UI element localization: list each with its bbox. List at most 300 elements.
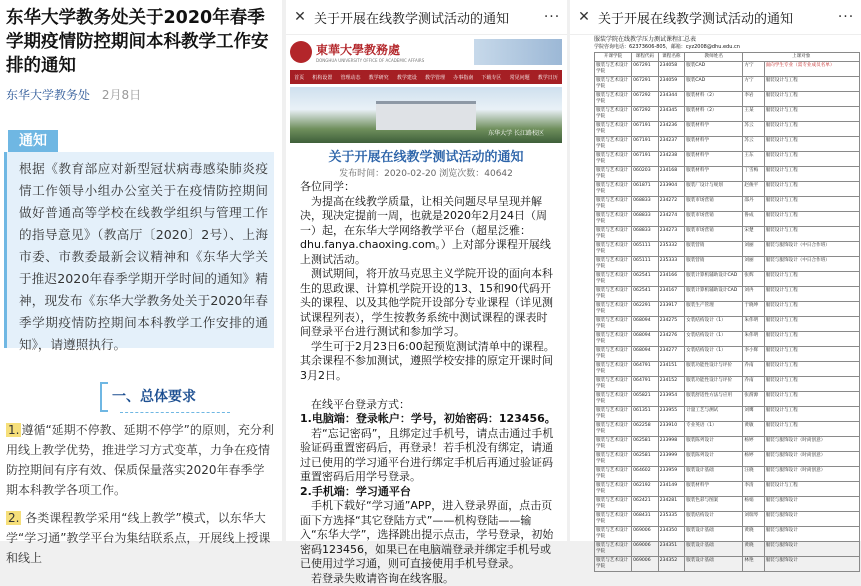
table-row	[595, 287, 860, 302]
nav-item[interactable]: 下载专区	[481, 74, 501, 81]
table-cell: 服装设计与工程	[764, 77, 859, 92]
table-cell: 女装结构设计（1）	[685, 347, 743, 362]
table-cell: 服装与艺术设计学院	[595, 482, 632, 497]
table-cell: 服装设计与工程	[764, 377, 859, 392]
table-cell: 服装设计与工程	[764, 317, 859, 332]
table-cell: 李清	[743, 482, 764, 497]
table-cell: 069006	[632, 542, 659, 557]
table-cell: 服装与服饰设计（时尚创意）	[764, 467, 859, 482]
table-cell: 062421	[632, 497, 659, 512]
table-cell: 069006	[632, 527, 659, 542]
table-cell: 朱伟明	[743, 332, 764, 347]
top-bar-title: 关于开展在线教学测试活动的通知	[314, 8, 537, 27]
table-cell: 服装与艺术设计学院	[595, 557, 632, 572]
table-cell: 汪晓	[743, 467, 764, 482]
table-cell: 服装与艺术设计学院	[595, 512, 632, 527]
table-cell: 233910	[658, 422, 685, 437]
table-cell: 服装与艺术设计学院	[595, 407, 632, 422]
table-cell: 邵丹	[743, 197, 764, 212]
table-cell: 061871	[632, 182, 659, 197]
notice-tab: 通知	[8, 130, 58, 152]
table-cell: 067291	[632, 62, 659, 77]
table-cell: 234273	[658, 227, 685, 242]
table-cell: 233917	[658, 302, 685, 317]
table-row	[595, 92, 860, 107]
table-cell: 服装与艺术设计学院	[595, 257, 632, 272]
table-cell: 服装与服饰设计（中日合作班）	[764, 242, 859, 257]
table-row	[595, 302, 860, 317]
section-heading: 一、总体要求	[100, 382, 196, 412]
article-panel-3	[570, 0, 861, 541]
table-cell: 062258	[632, 422, 659, 437]
table-row	[595, 527, 860, 542]
table-cell: 王某	[743, 107, 764, 122]
table-cell: 服装材料（2）	[685, 107, 743, 122]
table-cell: 黄晓	[743, 527, 764, 542]
table-cell: 068094	[632, 347, 659, 362]
table-cell: 服装与艺术设计学院	[595, 302, 632, 317]
table-cell: 235333	[658, 257, 685, 272]
body-paragraph: 各位同学：	[300, 180, 556, 195]
table-cell: 服装与艺术设计学院	[595, 497, 632, 512]
table-cell: 233959	[658, 467, 685, 482]
table-cell: 服装材料学	[685, 152, 743, 167]
table-cell: 服装与艺术设计学院	[595, 392, 632, 407]
table-cell: 苏云	[743, 137, 764, 152]
table-cell: 235332	[658, 242, 685, 257]
table-cell: 服装CAD	[685, 62, 743, 77]
table-cell: 宋楚	[743, 227, 764, 242]
table-cell: 黄晓	[743, 542, 764, 557]
table-cell: 专业英语（1）	[685, 422, 743, 437]
table-cell: 林艳	[743, 557, 764, 572]
table-cell: 233955	[658, 407, 685, 422]
table-cell: 王东	[743, 152, 764, 167]
nav-item[interactable]: 教学管理	[425, 74, 445, 81]
table-cell: 方宁	[743, 62, 764, 77]
more-icon[interactable]: ···	[831, 9, 861, 25]
table-cell: 朱伟明	[743, 317, 764, 332]
table-row	[595, 107, 860, 122]
table-cell: 234151	[658, 362, 685, 377]
table-cell: 服装材料学	[685, 167, 743, 182]
table-cell: 丁雪梅	[743, 167, 764, 182]
header-photo	[474, 39, 562, 65]
table-cell: 服装设计与工程	[764, 302, 859, 317]
table-cell: 234274	[658, 212, 685, 227]
university-seal-icon	[290, 41, 312, 63]
body-paragraph: 若登录失败请咨询在线客服。	[300, 572, 556, 586]
table-cell: 服装设计与工程	[764, 287, 859, 302]
sheet-title: 服装学院在线教学压力测试课程汇总表	[594, 34, 860, 43]
table-cell: 服装CAD	[685, 77, 743, 92]
table-cell: 服装与艺术设计学院	[595, 92, 632, 107]
table-cell: 233904	[658, 182, 685, 197]
table-cell: 235335	[658, 512, 685, 527]
table-cell: 234281	[658, 497, 685, 512]
table-row	[595, 212, 860, 227]
table-cell: 服装设计与工程	[764, 167, 859, 182]
table-cell: 067291	[632, 77, 659, 92]
nav-item[interactable]: 常见问题	[510, 74, 530, 81]
table-cell: 068431	[632, 512, 659, 527]
table-cell: 068833	[632, 212, 659, 227]
table-cell: 服装与艺术设计学院	[595, 347, 632, 362]
table-cell: 234166	[658, 272, 685, 287]
table-cell: 服装计算机辅助设计CAD	[685, 272, 743, 287]
table-cell: 女装结构设计（1）	[685, 332, 743, 347]
article-meta	[6, 86, 141, 103]
table-row	[595, 242, 860, 257]
banner-caption: 东华大学 长江路校区	[488, 128, 544, 137]
table-cell: 234276	[658, 332, 685, 347]
table-cell: 服装陈列设计	[685, 437, 743, 452]
table-cell: 服装材料学	[685, 482, 743, 497]
table-row	[595, 272, 860, 287]
table-cell: 杨娟	[743, 497, 764, 512]
table-header-cell: 教师姓名	[685, 53, 743, 62]
university-header	[290, 38, 562, 66]
course-sheet	[594, 34, 860, 572]
table-cell: 乔南	[743, 362, 764, 377]
table-cell: 服装材料（2）	[685, 92, 743, 107]
table-header-cell: 课程名称	[658, 53, 685, 62]
table-cell: 服装陈列设计	[685, 452, 743, 467]
table-cell: 234058	[658, 62, 685, 77]
table-row	[595, 347, 860, 362]
table-cell: 234345	[658, 107, 685, 122]
table-cell: 服装设计与工程	[764, 212, 859, 227]
table-row	[595, 362, 860, 377]
table-cell: 065111	[632, 242, 659, 257]
table-row	[595, 77, 860, 92]
table-header-cell: 上课对象	[743, 53, 860, 62]
table-header-row	[595, 53, 860, 62]
table-cell: 苏云	[743, 122, 764, 137]
top-bar-title: 关于开展在线教学测试活动的通知	[598, 8, 831, 27]
sheet-contact: 学院咨询电话：62373606-805，邮箱：cyz2008@dhu.edu.cn	[594, 43, 860, 50]
article-panel-1	[0, 0, 282, 541]
table-cell: 服装与艺术设计学院	[595, 317, 632, 332]
table-row	[595, 317, 860, 332]
table-cell: 服装与艺术设计学院	[595, 77, 632, 92]
building-shape	[376, 101, 476, 130]
table-cell: 服装与艺术设计学院	[595, 212, 632, 227]
table-cell: 服装设计与工程	[764, 392, 859, 407]
body-paragraph: 手机下载好“学习通”APP，进入登录界面，点击页面下方选择“其它登陆方式”——机构登陆——输入“东华大学”，选择跳出提示点击，学号登录，初始密码123456，如果已在电脑端登录并绑定手机号或已使用过学习通，则可直接使用手机号登录。	[300, 499, 556, 572]
table-cell: 刘鹰	[743, 407, 764, 422]
table-cell: 刘冉	[743, 287, 764, 302]
table-cell: 服装与服饰设计	[764, 542, 859, 557]
table-cell: 服装市场营销	[685, 227, 743, 242]
table-cell: 062291	[632, 302, 659, 317]
table-cell: 服装与艺术设计学院	[595, 332, 632, 347]
table-cell: 面向学生专业（需专业成员名单）	[764, 62, 859, 77]
table-cell: 黄敏	[743, 422, 764, 437]
body-paragraph: 2.手机端：学习通平台	[300, 485, 556, 500]
table-cell: 064602	[632, 467, 659, 482]
table-row	[595, 197, 860, 212]
table-cell: 服装营销	[685, 257, 743, 272]
body-paragraph: 在线平台登录方式：	[300, 398, 556, 413]
body-paragraph: 为提高在线教学质量，让相关问题尽早呈现并解决，现决定提前一周，也就是2020年2月24日（周一）起，在东华大学网络教学平台（超星泛雅：dhu.fanya.chaoxing.com。）上对部分课程开展线上测试活动。	[300, 195, 556, 268]
table-cell: 服装市场营销	[685, 212, 743, 227]
table-cell: 060203	[632, 167, 659, 182]
table-cell: 服装与服饰设计	[764, 512, 859, 527]
nav-item[interactable]: 办事指南	[453, 74, 473, 81]
table-row	[595, 377, 860, 392]
table-cell: 234152	[658, 377, 685, 392]
course-table	[594, 52, 860, 572]
table-cell: 服装与艺术设计学院	[595, 242, 632, 257]
table-cell: 服装设计与工程	[764, 122, 859, 137]
table-row	[595, 497, 860, 512]
table-cell: 于晓坤	[743, 302, 764, 317]
table-cell: 234237	[658, 137, 685, 152]
table-cell: 服装与服饰设计（中日合作班）	[764, 257, 859, 272]
table-cell: 服装与艺术设计学院	[595, 287, 632, 302]
table-cell: 服装设计与工程	[764, 107, 859, 122]
list-item: 1. 遵循“延期不停教、延期不停学”的原则，充分利用线上教学优势，推进学习方式变革，力争在疫情防控期间有序有效、保质保量落实2020年春季学期本科教学各项工作。	[6, 420, 276, 500]
nav-item[interactable]: 管理动态	[340, 74, 360, 81]
article-body	[6, 420, 276, 568]
table-row	[595, 182, 860, 197]
table-cell: 服装设计与工程	[764, 422, 859, 437]
table-row	[595, 137, 860, 152]
table-cell: 068833	[632, 227, 659, 242]
table-row	[595, 407, 860, 422]
table-cell: 069006	[632, 557, 659, 572]
close-icon[interactable]: ✕	[286, 9, 314, 25]
table-cell: 刘丽	[743, 257, 764, 272]
table-cell: 服装设计与工程	[764, 92, 859, 107]
notice-box: 根据《教育部应对新型冠状病毒感染肺炎疫情工作领导小组办公室关于在疫情防控期间做好普通高等学校在线教学组织与管理工作的指导意见》（教高厅〔2020〕2号）、上海市委、市教委最新会议精神和《东华大学关于推迟2020年春季学期开学时间的通知》精神，现发布《东华大学教务处关于2020年春季学期疫情防控期间本科教学工作安排的通知》，请遵照执行。	[4, 152, 274, 348]
table-cell: 服装与艺术设计学院	[595, 137, 632, 152]
list-item: 2. 各类课程教学采用“线上教学”模式，以东华大学“学习通”教学平台为集结联系点，开展线上授课和线上	[6, 508, 276, 568]
table-cell: 068094	[632, 332, 659, 347]
table-row	[595, 467, 860, 482]
body-paragraph: 学生可于2月23日6:00起预览测试清单中的课程。其余课程不参加测试，遵照学校安排的原定开课时间3月2日。	[300, 340, 556, 384]
article-panel-2	[286, 0, 567, 541]
table-cell: 服装市场营销	[685, 197, 743, 212]
article-source-link[interactable]: 东华大学教务处	[6, 88, 90, 102]
table-cell: 服装与服饰设计	[764, 527, 859, 542]
table-cell: 服装厂设计与规划	[685, 182, 743, 197]
table-cell: 服装与艺术设计学院	[595, 122, 632, 137]
table-cell: 服装设计与工程	[764, 152, 859, 167]
table-cell: 234149	[658, 482, 685, 497]
table-cell: 鲁成	[743, 212, 764, 227]
table-cell: 服装与服饰设计（时尚创意）	[764, 437, 859, 452]
table-cell: 234167	[658, 287, 685, 302]
table-cell: 067191	[632, 137, 659, 152]
table-cell: 服装设计与工程	[764, 482, 859, 497]
table-cell: 233998	[658, 437, 685, 452]
table-cell: 女装结构设计（1）	[685, 317, 743, 332]
table-cell: 服装与艺术设计学院	[595, 527, 632, 542]
table-cell: 062581	[632, 437, 659, 452]
table-cell: 服装与艺术设计学院	[595, 197, 632, 212]
table-cell: 方宁	[743, 77, 764, 92]
table-cell: 张辉	[743, 272, 764, 287]
table-cell: 服装与服饰设计（时尚创意）	[764, 452, 859, 467]
table-row	[595, 437, 860, 452]
table-row	[595, 557, 860, 572]
university-name: 東華大學教務處	[316, 41, 424, 58]
close-icon[interactable]: ✕	[570, 9, 598, 25]
table-cell: 服装计算机辅助设计CAD	[685, 287, 743, 302]
table-cell: 234351	[658, 542, 685, 557]
table-cell: 234344	[658, 92, 685, 107]
table-cell: 服装与艺术设计学院	[595, 542, 632, 557]
table-cell: 服装设计与工程	[764, 347, 859, 362]
table-cell: 杨婷	[743, 437, 764, 452]
table-cell: 服装与艺术设计学院	[595, 182, 632, 197]
table-cell: 服装舒适性方法与应用	[685, 392, 743, 407]
table-cell: 刘丽	[743, 242, 764, 257]
post-meta: 发布时间：2020-02-20 浏览次数：40642	[290, 166, 562, 179]
nav-item[interactable]: 首页	[294, 74, 304, 81]
table-cell: 服装与艺术设计学院	[595, 377, 632, 392]
table-cell: 062541	[632, 272, 659, 287]
table-cell: 067292	[632, 92, 659, 107]
table-cell: 服装材料学	[685, 122, 743, 137]
site-nav	[290, 70, 562, 84]
table-row	[595, 62, 860, 77]
table-row	[595, 227, 860, 242]
table-row	[595, 542, 860, 557]
table-row	[595, 512, 860, 527]
table-row	[595, 167, 860, 182]
table-cell: 233999	[658, 452, 685, 467]
nav-item[interactable]: 教学建设	[397, 74, 417, 81]
table-row	[595, 452, 860, 467]
table-cell: 计量工艺与测试	[685, 407, 743, 422]
table-cell: 服装设计与工程	[764, 182, 859, 197]
table-cell: 服装设计与工程	[764, 137, 859, 152]
table-cell: 234059	[658, 77, 685, 92]
table-cell: 065821	[632, 392, 659, 407]
table-row	[595, 392, 860, 407]
university-subtitle: DONGHUA UNIVERSITY OFFICE OF ACADEMIC AFFAIRS	[316, 58, 424, 63]
table-cell: 赵俊平	[743, 182, 764, 197]
table-cell: 服装结构设计	[685, 512, 743, 527]
top-bar	[286, 0, 567, 35]
table-cell: 服装色彩与图案	[685, 497, 743, 512]
more-icon[interactable]: ···	[537, 9, 567, 25]
table-cell: 067191	[632, 152, 659, 167]
table-row	[595, 152, 860, 167]
table-cell: 服装设计与工程	[764, 407, 859, 422]
body-paragraph	[300, 383, 556, 398]
table-cell: 234275	[658, 317, 685, 332]
table-cell: 服装与艺术设计学院	[595, 152, 632, 167]
campus-banner	[290, 87, 562, 143]
table-cell: 服装设计基础	[685, 467, 743, 482]
table-header-cell: 课程代码	[632, 53, 659, 62]
table-cell: 234238	[658, 152, 685, 167]
nav-item[interactable]: 教学日历	[538, 74, 558, 81]
body-paragraph: 测试期间，将开放马克思主义学院开设的面向本科生的思政课、计算机学院开设的13、15和90代码开头的课程、以及其他学院开设部分专业课程（详见测试课程列表），学生按教务系统中测试课程的课表时间登录平台进行测试和参加学习。	[300, 267, 556, 340]
nav-item[interactable]: 机构设置	[312, 74, 332, 81]
table-cell: 服装设计与工程	[764, 332, 859, 347]
table-cell: 233954	[658, 392, 685, 407]
table-cell: 234350	[658, 527, 685, 542]
table-cell: 服装与艺术设计学院	[595, 467, 632, 482]
table-cell: 服装功能性设计与评价	[685, 362, 743, 377]
table-cell: 服装营销	[685, 242, 743, 257]
table-cell: 服装与艺术设计学院	[595, 167, 632, 182]
body-paragraph: 若“忘记密码”，且绑定过手机号，请点击通过手机验证码重置密码后，再登录！若手机没有绑定，请通过已使用的学习通平台进行绑定手机后再通过验证码重置密码后用学号登录。	[300, 427, 556, 485]
table-cell: 张渭源	[743, 392, 764, 407]
table-cell: 服装设计与工程	[764, 197, 859, 212]
table-cell: 服装与服饰设计	[764, 557, 859, 572]
table-cell: 062541	[632, 287, 659, 302]
section-divider	[120, 412, 230, 413]
table-cell: 李岩	[743, 92, 764, 107]
table-row	[595, 482, 860, 497]
table-cell: 062192	[632, 482, 659, 497]
table-header-cell: 开课学院	[595, 53, 632, 62]
table-row	[595, 422, 860, 437]
table-cell: 服装设计基础	[685, 542, 743, 557]
table-cell: 服装设计与工程	[764, 227, 859, 242]
table-cell: 服装材料学	[685, 137, 743, 152]
table-cell: 067292	[632, 107, 659, 122]
top-bar	[570, 0, 861, 35]
nav-item[interactable]: 教学研究	[369, 74, 389, 81]
table-cell: 服装设计与工程	[764, 362, 859, 377]
table-cell: 234272	[658, 197, 685, 212]
table-cell: 064791	[632, 377, 659, 392]
table-cell: 服装与服饰设计	[764, 497, 859, 512]
table-cell: 234352	[658, 557, 685, 572]
table-cell: 服装设计基础	[685, 527, 743, 542]
table-cell: 服装设计基础	[685, 557, 743, 572]
post-body	[300, 180, 556, 586]
table-row	[595, 332, 860, 347]
page-title: 关于开展在线教学测试活动的通知	[290, 146, 562, 165]
table-cell: 服装与艺术设计学院	[595, 62, 632, 77]
table-cell: 234236	[658, 122, 685, 137]
table-cell: 杨婷	[743, 452, 764, 467]
table-cell: 234168	[658, 167, 685, 182]
table-cell: 刘瑞琴	[743, 512, 764, 527]
article-title: 东华大学教务处关于2020年春季学期疫情防控期间本科教学工作安排的通知	[6, 6, 278, 78]
table-row	[595, 122, 860, 137]
table-cell: 服装与艺术设计学院	[595, 437, 632, 452]
table-cell: 服装与艺术设计学院	[595, 422, 632, 437]
table-cell: 067191	[632, 122, 659, 137]
table-cell: 乔南	[743, 377, 764, 392]
table-cell: 068833	[632, 197, 659, 212]
table-cell: 服装与艺术设计学院	[595, 452, 632, 467]
table-cell: 服装与艺术设计学院	[595, 272, 632, 287]
table-cell: 062581	[632, 452, 659, 467]
table-cell: 068094	[632, 317, 659, 332]
table-cell: 服装与艺术设计学院	[595, 227, 632, 242]
table-cell: 064791	[632, 362, 659, 377]
table-cell: 服装功能性设计与评价	[685, 377, 743, 392]
table-cell: 服装设计与工程	[764, 272, 859, 287]
table-cell: 061351	[632, 407, 659, 422]
article-date: 2月8日	[102, 88, 141, 102]
table-cell: 服装与艺术设计学院	[595, 362, 632, 377]
table-cell: 李小辉	[743, 347, 764, 362]
bracket-decoration-icon	[100, 382, 108, 412]
table-cell: 服装生产管理	[685, 302, 743, 317]
table-cell: 234277	[658, 347, 685, 362]
